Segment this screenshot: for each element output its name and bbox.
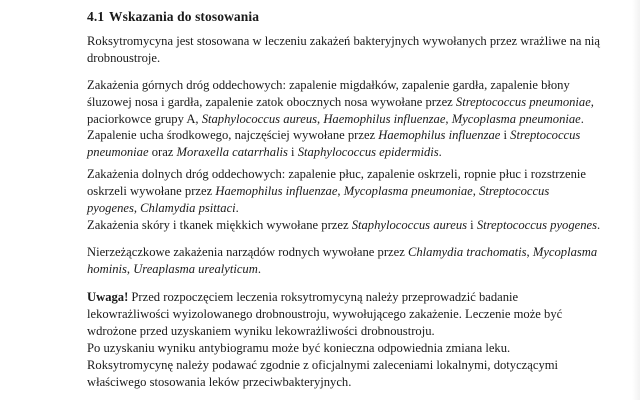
text-line: Roksytromycynę należy podawać zgodnie z oficjalnymi zaleceniami lokalnymi, dotyczącymi <box>87 358 559 372</box>
paragraph-genital <box>87 244 607 278</box>
text-line: paciorkowce grupy A, Staphylococcus aureus, Haemophilus influenzae, Mycoplasma pneumoniae. <box>87 112 584 126</box>
paragraph-lower-respiratory <box>87 166 607 217</box>
paragraph-warning <box>87 289 607 357</box>
text-line: śluzowej nosa i gardła, zapalenie zatok obocznych nosa wywołane przez Streptococcus pneumoniae, <box>87 95 594 109</box>
paragraph-upper-respiratory <box>87 77 607 128</box>
text-line: Po uzyskaniu wyniku antybiogramu może być konieczna odpowiednia zmiana leku. <box>87 341 511 355</box>
paragraph-skin <box>87 217 607 234</box>
paragraph-guidelines <box>87 357 607 391</box>
section-number: 4.1 <box>87 9 105 24</box>
text-line: Zakażenia skóry i tkanek miękkich wywołane przez Staphylococcus aureus i Streptococcus pyogenes. <box>87 218 601 232</box>
text-line: Zakażenia górnych dróg oddechowych: zapalenie migdałków, zapalenie gardła, zapalenie błony <box>87 78 570 92</box>
paragraph-otitis <box>87 127 607 161</box>
scan-edge <box>632 0 640 400</box>
text-line: hominis, Ureaplasma urealyticum. <box>87 262 261 276</box>
text-line: pyogenes, Chlamydia psittaci. <box>87 201 239 215</box>
text-line: lekowrażliwości wyizolowanego drobnoustroju, wywołującego zakażenie. Leczenie może być <box>87 307 563 321</box>
text-line: Nierzeżączkowe zakażenia narządów rodnych wywołane przez Chlamydia trachomatis, Mycoplasma <box>87 245 598 259</box>
text-line: oskrzeli wywołane przez Haemophilus influenzae, Mycoplasma pneumoniae, Streptococcus <box>87 184 550 198</box>
text-line: wdrożone przed uzyskaniem wyniku lekowrażliwości drobnoustroju. <box>87 324 435 338</box>
text-line: Roksytromycyna jest stosowana w leczeniu zakażeń bakteryjnych wywołanych przez wrażliwe na nią <box>87 34 600 48</box>
text-line: pneumoniae oraz Moraxella catarrhalis i Staphylococcus epidermidis. <box>87 145 442 159</box>
section-heading <box>87 9 259 25</box>
warning-label: Uwaga! <box>87 290 129 304</box>
text-line: Zakażenia dolnych dróg oddechowych: zapalenie płuc, zapalenie oskrzeli, ropnie płuc i rozstrzenie <box>87 167 586 181</box>
text-line: Uwaga! Przed rozpoczęciem leczenia roksytromycyną należy przeprowadzić badanie <box>87 290 519 304</box>
text-line: Zapalenie ucha środkowego, najczęściej wywołane przez Haemophilus influenzae i Streptococcus <box>87 128 581 142</box>
text-line: drobnoustroje. <box>87 51 161 65</box>
text-line: właściwego stosowania leków przeciwbakteryjnych. <box>87 375 352 389</box>
paragraph-intro <box>87 33 607 67</box>
section-title: Wskazania do stosowania <box>109 9 260 24</box>
